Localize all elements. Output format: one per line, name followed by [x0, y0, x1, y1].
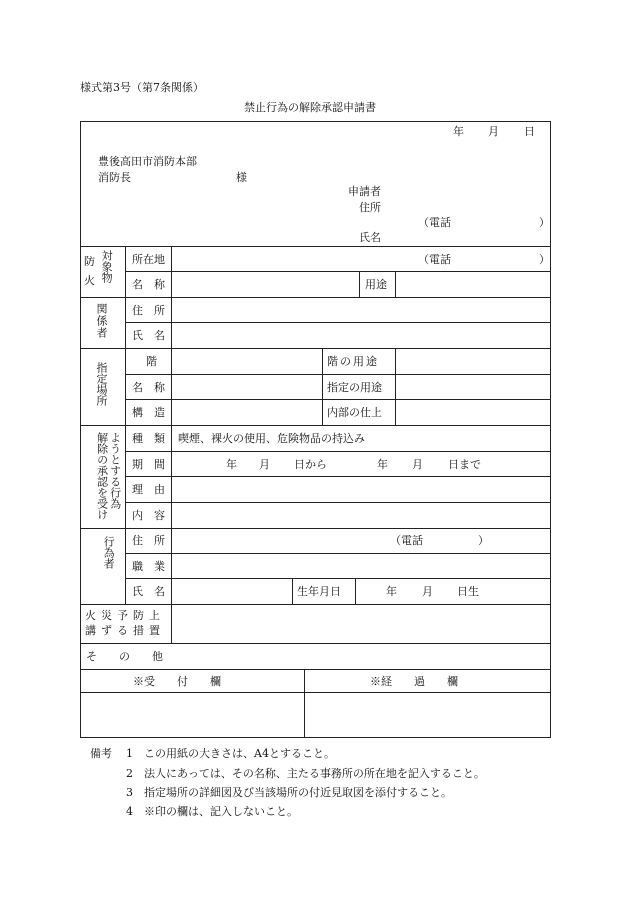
- designated-use-label: 指定の用途: [327, 381, 382, 394]
- period-to-year: 年: [377, 458, 388, 471]
- birth-day: 日生: [457, 585, 479, 598]
- reception-label: ※受 付 欄: [133, 675, 221, 688]
- page-title: 禁止行為の解除承認申請書: [244, 101, 376, 114]
- target-location-label: 所在地: [132, 253, 165, 266]
- form-frame: [80, 121, 551, 738]
- actor-address-label: 住 所: [132, 534, 165, 547]
- progress-label: ※経 過 欄: [370, 675, 458, 688]
- fire-prevention-label-1: 火災予防上: [85, 609, 165, 622]
- act-group-label-b: ようとする行為: [108, 432, 122, 509]
- period-to-day: 日まで: [448, 458, 481, 471]
- addressee-sama: 様: [236, 171, 247, 184]
- period-from-year: 年: [226, 458, 237, 471]
- actor-phone: （電話 ）: [390, 534, 489, 547]
- designated-structure-label: 構 造: [132, 406, 165, 419]
- actor-name-label: 氏 名: [132, 585, 165, 598]
- note-num: 4: [126, 805, 133, 818]
- target-name-label: 名 称: [132, 278, 165, 291]
- act-content-label: 内 容: [132, 509, 165, 522]
- note-num: 1: [126, 747, 133, 760]
- target-use-label: 用途: [365, 278, 387, 291]
- actor-group-label: 行為者: [102, 536, 116, 569]
- designated-interior-label: 内部の仕上: [327, 406, 382, 419]
- date-day: 日: [524, 125, 535, 138]
- designated-group-label: 指定場所: [95, 362, 108, 406]
- applicant-phone: （電話 ）: [418, 216, 550, 229]
- designated-floor-use-label: 階の用途: [327, 355, 379, 368]
- period-from-day: 日から: [294, 458, 327, 471]
- target-group-label-b: 対象物: [100, 250, 114, 283]
- actor-job-label: 職 業: [132, 560, 165, 573]
- other-label: その他: [86, 650, 185, 663]
- actor-birth-label: 生年月日: [297, 585, 341, 598]
- related-group-label: 関係者: [95, 303, 108, 339]
- related-address-label: 住 所: [132, 304, 165, 317]
- date-year: 年: [453, 125, 464, 138]
- note-text: 指定場所の詳細図及び当該場所の付近見取図を添付すること。: [144, 786, 452, 799]
- act-kind-label: 種 類: [132, 432, 165, 445]
- note-num: 3: [126, 786, 133, 799]
- birth-month: 月: [422, 585, 433, 598]
- act-group-label-a: 解除の承認を受け: [95, 432, 109, 520]
- target-phone: （電話 ）: [418, 253, 550, 266]
- note-text: ※印の欄は、記入しないこと。: [144, 805, 298, 818]
- fire-prevention-label-2: 講ずる措置: [85, 624, 165, 637]
- designated-name-label: 名 称: [132, 381, 165, 394]
- notes-label: 備考: [90, 747, 112, 760]
- act-reason-label: 理 由: [132, 483, 165, 496]
- act-period-label: 期 間: [132, 458, 165, 471]
- applicant-address-label: 住所: [359, 201, 381, 214]
- period-to-month: 月: [412, 458, 423, 471]
- date-month: 月: [488, 125, 499, 138]
- note-text: この用紙の大きさは、A4とすること。: [144, 747, 335, 760]
- form-number: 様式第3号（第7条関係）: [80, 81, 204, 94]
- designated-floor-label: 階: [146, 355, 157, 368]
- note-num: 2: [126, 767, 133, 780]
- applicant-name-label: 氏名: [359, 231, 381, 244]
- birth-year: 年: [386, 585, 397, 598]
- act-kind-value: 喫煙、裸火の使用、危険物品の持込み: [178, 432, 365, 445]
- addressee-org: 豊後高田市消防本部: [98, 155, 197, 168]
- note-text: 法人にあっては、その名称、主たる事務所の所在地を記入すること。: [144, 767, 485, 780]
- related-name-label: 氏 名: [132, 329, 165, 342]
- applicant-label: 申請者: [348, 185, 381, 198]
- addressee-chief: 消防長: [98, 171, 131, 184]
- period-from-month: 月: [259, 458, 270, 471]
